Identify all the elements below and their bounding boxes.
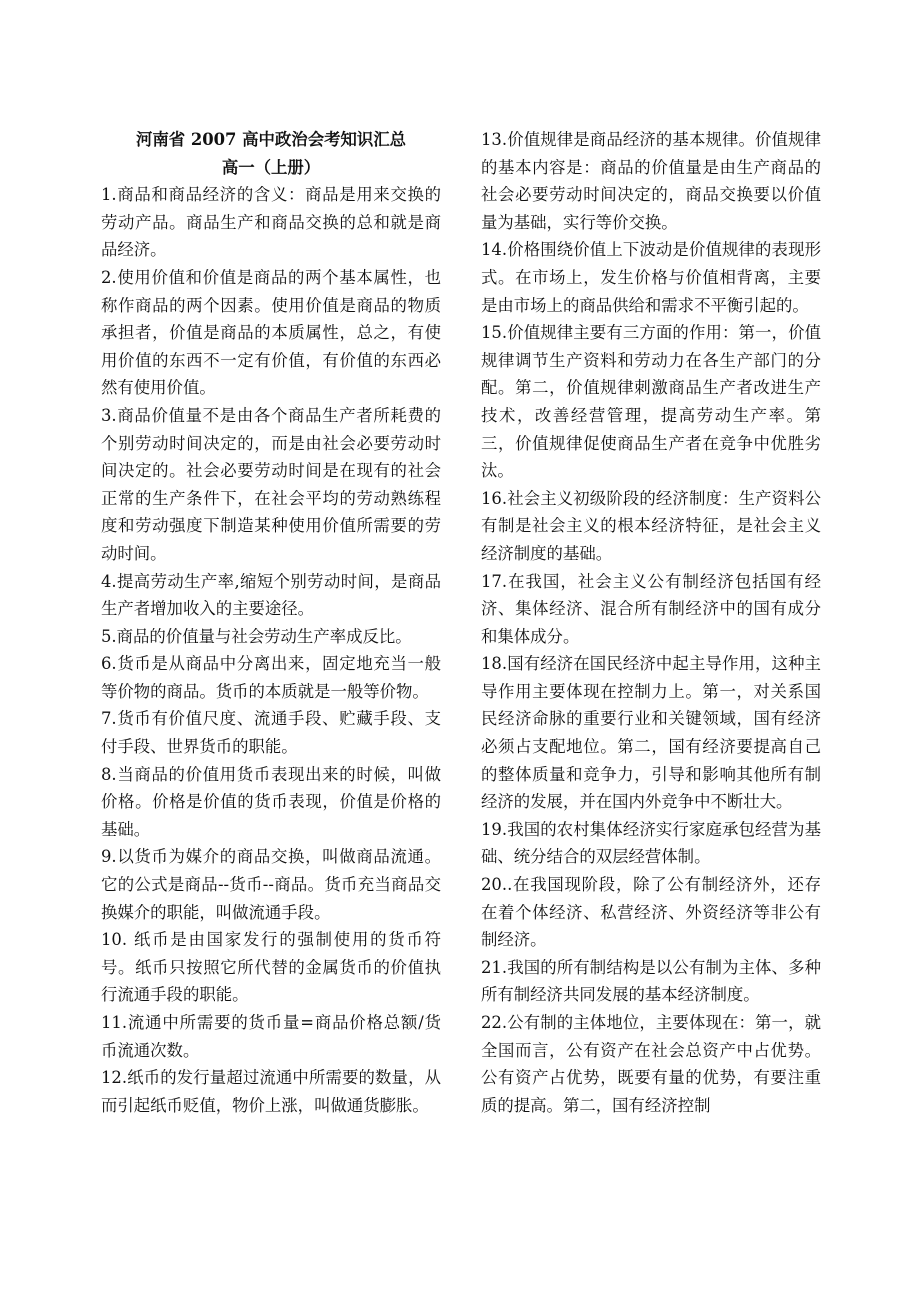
- paragraph-10: 10. 纸币是由国家发行的强制使用的货币符号。纸币只按照它所代替的金属货币的价值执行流通手段的职能。: [101, 930, 441, 1005]
- paragraph-20: 20..在我国现阶段，除了公有制经济外，还存在着个体经济、私营经济、外资经济等非公有制经济。: [481, 875, 821, 950]
- paragraph-21: 21.我国的所有制结构是以公有制为主体、多种所有制经济共同发展的基本经济制度。: [481, 957, 821, 1005]
- paragraph-1: 1.商品和商品经济的含义：商品是用来交换的劳动产品。商品生产和商品交换的总和就是商品经济。: [101, 185, 441, 260]
- paragraph-22: 22.公有制的主体地位，主要体现在：第一，就全国而言，公有资产在社会总资产中占优势。公有资产占优势，既要有量的优势，有要注重质的提高。第二，国有经济控制: [481, 1013, 821, 1115]
- paragraph-2: 2.使用价值和价值是商品的两个基本属性，也称作商品的两个因素。使用价值是商品的物质承担者，价值是商品的本质属性，总之，有使用价值的东西不一定有价值，有价值的东西必然有使用价值。: [101, 267, 441, 398]
- paragraph-12: 12.纸币的发行量超过流通中所需要的数量，从而引起纸币贬值，物价上涨，叫做通货膨胀。: [101, 1068, 441, 1115]
- paragraph-16: 16.社会主义初级阶段的经济制度：生产资料公有制是社会主义的根本经济特征，是社会主义经济制度的基础。: [481, 488, 821, 563]
- document-title: 河南省 2007 高中政治会考知识汇总: [135, 130, 407, 149]
- paragraph-4: 4.提高劳动生产率,缩短个别劳动时间，是商品生产者增加收入的主要途径。: [101, 571, 441, 619]
- paragraph-5: 5.商品的价值量与社会劳动生产率成反比。: [101, 626, 412, 646]
- right-column: [481, 126, 821, 1119]
- paragraph-11: 11.流通中所需要的货币量=商品价格总额/货币流通次数。: [101, 1013, 441, 1060]
- paragraph-13: 13.价值规律是商品经济的基本规律。价值规律的基本内容是：商品的价值量是由生产商品的社会必要劳动时间决定的，商品交换要以价值量为基础，实行等价交换。: [481, 130, 821, 232]
- paragraph-8: 8.当商品的价值用货币表现出来的时候，叫做价格。价格是价值的货币表现，价值是价格的基础。: [101, 764, 441, 839]
- paragraph-9: 9.以货币为媒介的商品交换，叫做商品流通。它的公式是商品--货币--商品。货币充当商品交换媒介的职能，叫做流通手段。: [101, 847, 441, 922]
- paragraph-19: 19.我国的农村集体经济实行家庭承包经营为基础、统分结合的双层经营体制。: [481, 819, 821, 867]
- paragraph-7: 7.货币有价值尺度、流通手段、贮藏手段、支付手段、世界货币的职能。: [101, 709, 441, 757]
- paragraph-3: 3.商品价值量不是由各个商品生产者所耗费的个别劳动时间决定的，而是由社会必要劳动时间决定的。社会必要劳动时间是在现有的社会正常的生产条件下，在社会平均的劳动熟练程度和劳动强度下制造某种使用价值所需要的劳动时间。: [101, 405, 441, 563]
- paragraph-15: 15.价值规律主要有三方面的作用：第一，价值规律调节生产资料和劳动力在各生产部门的分配。第二，价值规律刺激商品生产者改进生产技术，改善经营管理，提高劳动生产率。第三，价值规律促使商品生产者在竞争中优胜劣汰。: [481, 323, 821, 481]
- paragraph-18: 18.国有经济在国民经济中起主导作用，这种主导作用主要体现在控制力上。第一，对关系国民经济命脉的重要行业和关键领域，国有经济必须占支配地位。第二，国有经济要提高自己的整体质量和竞争力，引导和影响其他所有制经济的发展，并在国内外竞争中不断壮大。: [481, 654, 821, 812]
- left-column: [101, 126, 441, 1119]
- paragraph-17: 17.在我国，社会主义公有制经济包括国有经济、集体经济、混合所有制经济中的国有成分和集体成分。: [481, 571, 821, 646]
- document-subtitle: 高一（上册）: [221, 157, 321, 177]
- paragraph-6: 6.货币是从商品中分离出来，固定地充当一般等价物的商品。货币的本质就是一般等价物。: [101, 654, 441, 701]
- paragraph-14: 14.价格围绕价值上下波动是价值规律的表现形式。在市场上，发生价格与价值相背离，主要是由市场上的商品供给和需求不平衡引起的。: [481, 240, 821, 315]
